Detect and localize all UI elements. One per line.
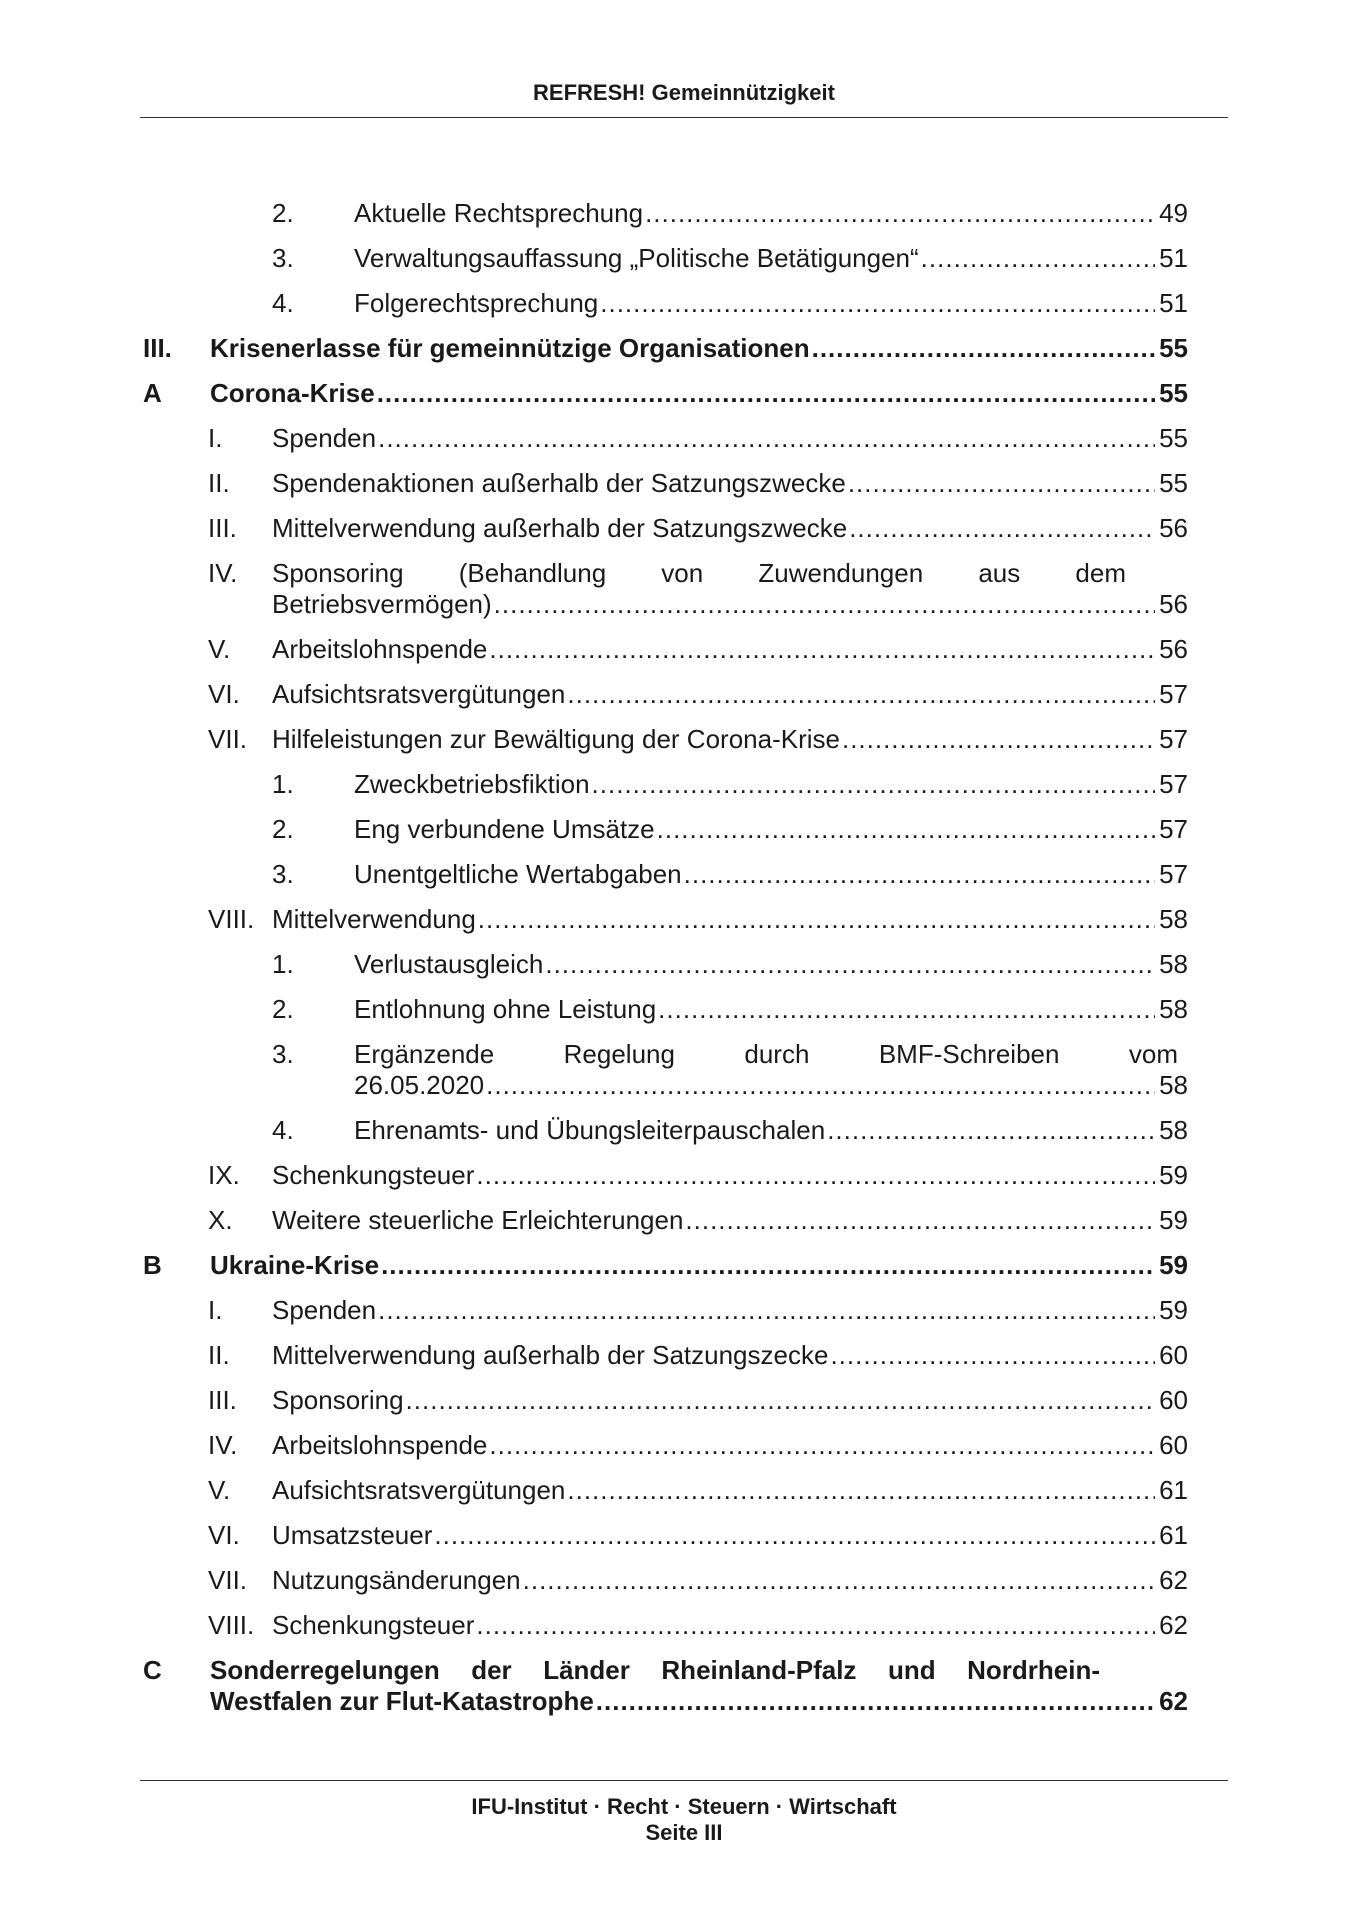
- dot-leader: [848, 468, 1155, 499]
- dot-leader: [921, 243, 1155, 274]
- toc-entry-page: 61: [1159, 1475, 1188, 1505]
- toc-entry-title: Zweckbetriebsfiktion: [354, 769, 590, 799]
- dot-leader: [596, 1686, 1155, 1717]
- toc-entry-page: 59: [1159, 1205, 1188, 1235]
- dot-leader: [523, 1565, 1155, 1596]
- toc-entry-title: Spendenaktionen außerhalb der Satzungszwecke: [272, 468, 846, 498]
- toc-entry-number: IV.: [208, 1430, 238, 1460]
- toc-entry-number: 3.: [272, 243, 294, 273]
- footer-rule: [140, 1780, 1228, 1781]
- toc-entry-number: 4.: [272, 1115, 294, 1145]
- dot-leader: [545, 949, 1155, 980]
- toc-entry-number: V.: [208, 634, 231, 664]
- toc-entry-title: Aufsichtsratsvergütungen: [272, 679, 566, 709]
- toc-entry-number: V.: [208, 1475, 231, 1505]
- toc-entry-page: 55: [1159, 468, 1188, 498]
- dot-leader: [476, 1610, 1155, 1641]
- toc-entry-number: II.: [208, 1340, 230, 1370]
- toc-entry-page: 62: [1159, 1686, 1188, 1716]
- dot-leader: [567, 679, 1155, 710]
- toc-entry-title: Mittelverwendung außerhalb der Satzungszwecke: [272, 513, 848, 543]
- toc-entry-number: 2.: [272, 198, 294, 228]
- dot-leader: [378, 423, 1155, 454]
- toc-entry-title-line1: Ergänzende Regelung durch BMF-Schreiben vom: [354, 1039, 1178, 1069]
- toc-entry-page: 55: [1159, 378, 1188, 408]
- toc-entry-number: III.: [208, 1385, 237, 1415]
- toc-entry-title: Spenden: [272, 423, 377, 453]
- toc-entry-page: 58: [1159, 1070, 1188, 1100]
- toc-entry-page: 57: [1159, 724, 1188, 754]
- toc-entry-title: Mittelverwendung: [272, 904, 476, 934]
- toc-entry-page: 62: [1159, 1610, 1188, 1640]
- toc-entry-page: 51: [1159, 288, 1188, 318]
- toc-entry-number: 3.: [272, 1039, 294, 1069]
- toc-entry-number: A: [143, 378, 162, 408]
- dot-leader: [378, 1295, 1155, 1326]
- dot-leader: [592, 769, 1156, 800]
- toc-entry-title: Ukraine-Krise: [210, 1250, 380, 1280]
- toc-entry-number: IV.: [208, 558, 238, 588]
- toc-entry-number: VI.: [208, 679, 240, 709]
- toc-entry-title: Mittelverwendung außerhalb der Satzungszecke: [272, 1340, 829, 1370]
- dot-leader: [494, 589, 1155, 620]
- toc-entry-title: Verlustausgleich: [354, 949, 544, 979]
- toc-entry-number: VI.: [208, 1520, 240, 1550]
- dot-leader: [849, 513, 1155, 544]
- toc-entry-page: 62: [1159, 1565, 1188, 1595]
- toc-entry-page: 59: [1159, 1160, 1188, 1190]
- toc-entry-number: I.: [208, 423, 223, 453]
- footer-page-number: Seite III: [645, 1820, 723, 1845]
- toc-entry-number: VIII.: [208, 904, 255, 934]
- toc-entry-page: 58: [1159, 1115, 1188, 1145]
- dot-leader: [645, 198, 1155, 229]
- toc-entry-title: Nutzungsänderungen: [272, 1565, 521, 1595]
- dot-leader: [381, 1250, 1155, 1281]
- toc-entry-page: 49: [1159, 198, 1188, 228]
- dot-leader: [684, 859, 1155, 890]
- toc-entry-number: III.: [143, 333, 172, 363]
- toc-entry-title: Schenkungsteuer: [272, 1610, 475, 1640]
- dot-leader: [567, 1475, 1155, 1506]
- toc-entry-page: 55: [1159, 333, 1188, 363]
- toc-entry-title: Eng verbundene Umsätze: [354, 814, 655, 844]
- dot-leader: [658, 994, 1155, 1025]
- toc-entry-title: Sponsoring: [272, 1385, 404, 1415]
- toc-entry-page: 59: [1159, 1250, 1188, 1280]
- toc-entry-page: 56: [1159, 513, 1188, 543]
- toc-entry-title-line2: Westfalen zur Flut-Katastrophe: [210, 1686, 594, 1716]
- toc-entry-number: 1.: [272, 949, 294, 979]
- toc-entry-page: 56: [1159, 634, 1188, 664]
- toc-entry-page: 57: [1159, 859, 1188, 889]
- dot-leader: [486, 1070, 1155, 1101]
- toc-entry-title: Arbeitslohnspende: [272, 634, 488, 664]
- toc-entry-title: Corona-Krise: [210, 378, 375, 408]
- toc-entry-number: VII.: [208, 724, 248, 754]
- dot-leader: [830, 1340, 1155, 1371]
- toc-entry-page: 55: [1159, 423, 1188, 453]
- dot-leader: [827, 1115, 1155, 1146]
- toc-entry-number: IX.: [208, 1160, 240, 1190]
- toc-entry-title: Schenkungsteuer: [272, 1160, 475, 1190]
- toc-entry-page: 57: [1159, 769, 1188, 799]
- toc-entry-number: II.: [208, 468, 230, 498]
- toc-entry-title-line1: Sponsoring (Behandlung von Zuwendungen aus dem: [272, 558, 1126, 588]
- toc-entry-title: Aktuelle Rechtsprechung: [354, 198, 644, 228]
- toc-entry-page: 60: [1159, 1430, 1188, 1460]
- dot-leader: [657, 814, 1155, 845]
- toc-entry-title: Umsatzsteuer: [272, 1520, 433, 1550]
- toc-entry-page: 58: [1159, 994, 1188, 1024]
- toc-entry-title: Krisenerlasse für gemeinnützige Organisationen: [210, 333, 810, 363]
- toc-entry-number: III.: [208, 513, 237, 543]
- toc-entry-page: 61: [1159, 1520, 1188, 1550]
- toc-entry-page: 58: [1159, 949, 1188, 979]
- toc-entry-page: 56: [1159, 589, 1188, 619]
- dot-leader: [812, 333, 1155, 364]
- toc-entry-title: Unentgeltliche Wertabgaben: [354, 859, 682, 889]
- toc-entry-page: 57: [1159, 679, 1188, 709]
- toc-entry-page: 60: [1159, 1340, 1188, 1370]
- toc-entry-number: 4.: [272, 288, 294, 318]
- toc-entry-title-line2: 26.05.2020: [354, 1070, 485, 1100]
- dot-leader: [377, 378, 1155, 409]
- toc-entry-title-line2: Betriebsvermögen): [272, 589, 492, 619]
- toc-entry-title: Entlohnung ohne Leistung: [354, 994, 657, 1024]
- toc-entry-number: 2.: [272, 994, 294, 1024]
- toc-entry-number: 1.: [272, 769, 294, 799]
- dot-leader: [434, 1520, 1155, 1551]
- toc-entry-page: 57: [1159, 814, 1188, 844]
- toc-entry-number: I.: [208, 1295, 223, 1325]
- toc-entry-number: 3.: [272, 859, 294, 889]
- toc-entry-title: Arbeitslohnspende: [272, 1430, 488, 1460]
- running-header: REFRESH! Gemeinnützigkeit: [533, 80, 835, 105]
- toc-entry-title: Hilfeleistungen zur Bewältigung der Corona-Krise: [272, 724, 840, 754]
- toc-entry-title: Verwaltungsauffassung „Politische Betätigungen“: [354, 243, 919, 273]
- dot-leader: [489, 1430, 1155, 1461]
- dot-leader: [406, 1385, 1156, 1416]
- toc-entry-title-line1: Sonderregelungen der Länder Rheinland-Pfalz und Nordrhein-: [210, 1655, 1100, 1685]
- dot-leader: [476, 1160, 1155, 1191]
- toc-entry-number: VIII.: [208, 1610, 255, 1640]
- toc-entry-title: Ehrenamts- und Übungsleiterpauschalen: [354, 1115, 826, 1145]
- toc-entry-number: VII.: [208, 1565, 248, 1595]
- toc-entry-number: C: [143, 1655, 162, 1685]
- toc-entry-page: 51: [1159, 243, 1188, 273]
- toc-entry-page: 59: [1159, 1295, 1188, 1325]
- toc-entry-number: B: [143, 1250, 162, 1280]
- dot-leader: [842, 724, 1155, 755]
- toc-entry-title: Weitere steuerliche Erleichterungen: [272, 1205, 684, 1235]
- toc-entry-number: X.: [208, 1205, 233, 1235]
- toc-entry-page: 60: [1159, 1385, 1188, 1415]
- toc-entry-title: Aufsichtsratsvergütungen: [272, 1475, 566, 1505]
- toc-entry-number: 2.: [272, 814, 294, 844]
- dot-leader: [489, 634, 1155, 665]
- toc-entry-page: 58: [1159, 904, 1188, 934]
- dot-leader: [685, 1205, 1155, 1236]
- dot-leader: [478, 904, 1155, 935]
- header-rule: [140, 117, 1228, 118]
- dot-leader: [600, 288, 1155, 319]
- footer-publisher: IFU-Institut · Recht · Steuern · Wirtschaft: [471, 1794, 897, 1819]
- toc-entry-title: Folgerechtsprechung: [354, 288, 599, 318]
- toc-entry-title: Spenden: [272, 1295, 377, 1325]
